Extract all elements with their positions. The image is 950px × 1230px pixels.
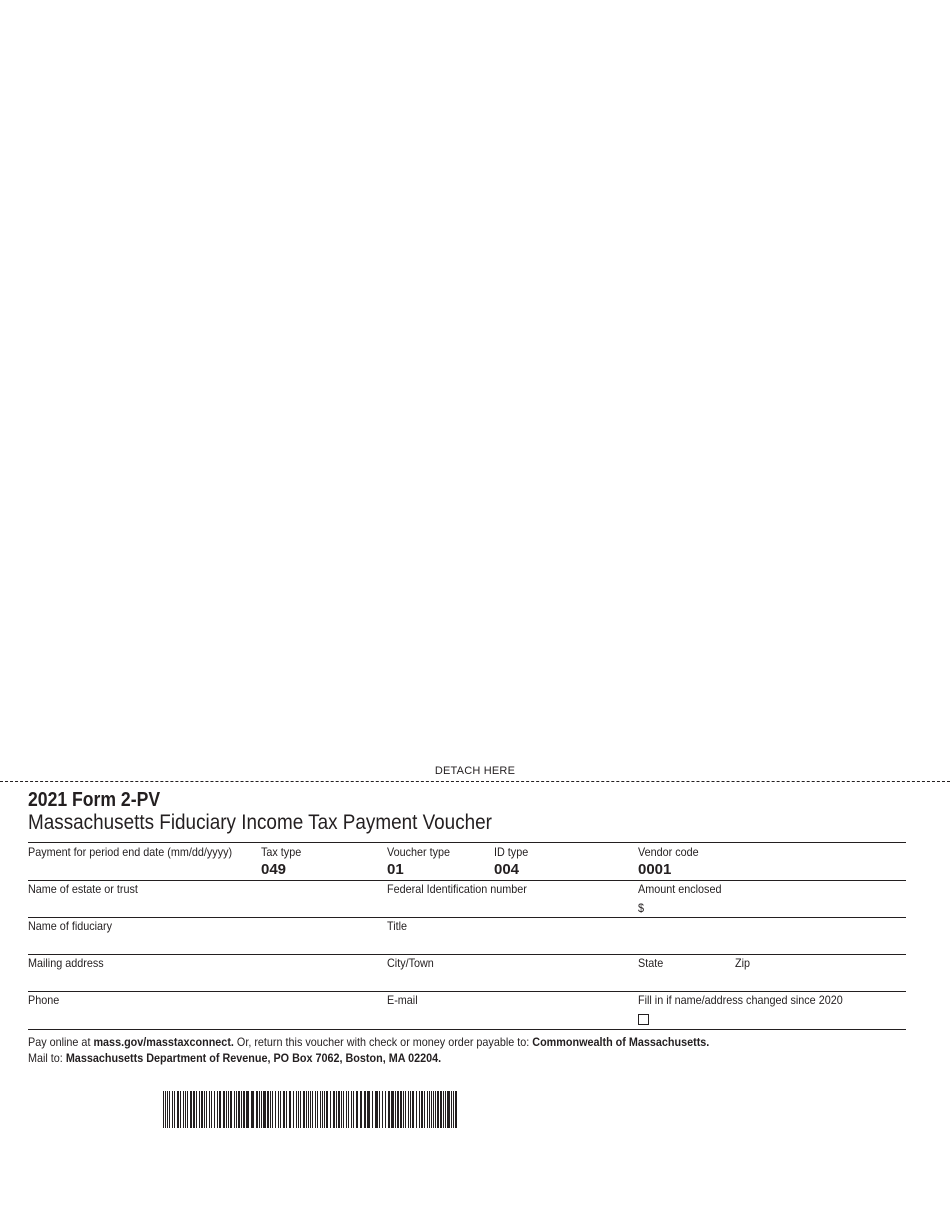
barcode-bar — [270, 1091, 271, 1128]
barcode-bar — [356, 1091, 358, 1128]
row-divider — [28, 842, 906, 843]
row-divider — [28, 991, 906, 992]
barcode-bar — [419, 1091, 420, 1128]
email-label: E-mail — [387, 993, 418, 1007]
barcode-bar — [201, 1091, 203, 1128]
phone-label: Phone — [28, 993, 60, 1007]
barcode-bar — [400, 1091, 402, 1128]
barcode-bar — [429, 1091, 430, 1128]
barcode-bar — [259, 1091, 260, 1128]
estate-name-label: Name of estate or trust — [28, 882, 138, 896]
barcode-bar — [251, 1091, 254, 1128]
barcode-bar — [320, 1091, 321, 1128]
barcode — [163, 1091, 459, 1128]
barcode-bar — [223, 1091, 225, 1128]
barcode-bar — [172, 1091, 173, 1128]
tax-type-label: Tax type — [261, 845, 302, 859]
barcode-bar — [190, 1091, 192, 1128]
barcode-bar — [289, 1091, 291, 1128]
barcode-bar — [351, 1091, 352, 1128]
barcode-bar — [405, 1091, 406, 1128]
barcode-bar — [298, 1091, 299, 1128]
barcode-bar — [330, 1091, 331, 1128]
barcode-bar — [348, 1091, 349, 1128]
city-town-label: City/Town — [387, 956, 434, 970]
mailing-instructions — [28, 1051, 441, 1065]
mail-to-prefix: Mail to: — [28, 1051, 66, 1065]
form-title: 2021 Form 2-PV — [28, 789, 161, 811]
barcode-bar — [308, 1091, 309, 1128]
barcode-bar — [261, 1091, 262, 1128]
barcode-bar — [427, 1091, 428, 1128]
row-divider — [28, 1029, 906, 1030]
barcode-bar — [303, 1091, 305, 1128]
state-label: State — [638, 956, 664, 970]
zip-label: Zip — [735, 956, 751, 970]
row-divider — [28, 917, 906, 918]
fiduciary-title-label: Title — [387, 919, 408, 933]
barcode-bar — [385, 1091, 386, 1128]
barcode-bar — [204, 1091, 205, 1128]
barcode-bar — [421, 1091, 423, 1128]
barcode-bar — [440, 1091, 442, 1128]
barcode-bar — [364, 1091, 366, 1128]
barcode-bar — [382, 1091, 383, 1128]
barcode-bar — [336, 1091, 337, 1128]
barcode-bar — [228, 1091, 229, 1128]
barcode-bar — [312, 1091, 313, 1128]
barcode-bar — [412, 1091, 414, 1128]
detach-here-label: DETACH HERE — [434, 765, 516, 777]
barcode-bar — [177, 1091, 179, 1128]
barcode-bar — [375, 1091, 378, 1128]
barcode-bar — [275, 1091, 276, 1128]
barcode-bar — [256, 1091, 258, 1128]
pay-online-url: mass.gov/masstaxconnect. — [93, 1035, 234, 1049]
id-type-label: ID type — [494, 845, 529, 859]
amount-enclosed-label: Amount enclosed — [638, 882, 722, 896]
barcode-bar — [360, 1091, 362, 1128]
row-divider — [28, 880, 906, 881]
barcode-bar — [236, 1091, 237, 1128]
barcode-bar — [437, 1091, 439, 1128]
barcode-bar — [403, 1091, 404, 1128]
barcode-bar — [263, 1091, 266, 1128]
barcode-bar — [310, 1091, 311, 1128]
barcode-bar — [180, 1091, 181, 1128]
barcode-bar — [246, 1091, 249, 1128]
barcode-bar — [243, 1091, 245, 1128]
barcode-bar — [408, 1091, 409, 1128]
voucher-type-value: 01 — [387, 861, 404, 878]
id-type-value: 004 — [494, 861, 520, 878]
barcode-bar — [346, 1091, 347, 1128]
barcode-bar — [447, 1091, 450, 1128]
pay-instructions-text: Or, return this voucher with check or money order payable to: — [233, 1035, 533, 1049]
barcode-bar — [267, 1091, 269, 1128]
address-changed-checkbox[interactable] — [638, 1014, 649, 1025]
vendor-code-value: 0001 — [638, 861, 672, 878]
barcode-bar — [395, 1091, 396, 1128]
barcode-bar — [193, 1091, 195, 1128]
fein-label: Federal Identification number — [387, 882, 527, 896]
barcode-bar — [278, 1091, 279, 1128]
barcode-bar — [443, 1091, 444, 1128]
barcode-bar — [379, 1091, 380, 1128]
address-changed-label: Fill in if name/address changed since 2020 — [638, 993, 843, 1007]
barcode-bar — [306, 1091, 307, 1128]
barcode-bar — [214, 1091, 215, 1128]
barcode-bar — [322, 1091, 323, 1128]
detach-dashed-line — [0, 781, 950, 782]
form-subtitle: Massachusetts Fiduciary Income Tax Payment Voucher — [28, 811, 492, 834]
barcode-bar — [315, 1091, 316, 1128]
barcode-bar — [397, 1091, 399, 1128]
barcode-bar — [300, 1091, 301, 1128]
barcode-bar — [174, 1091, 175, 1128]
barcode-bar — [169, 1091, 170, 1128]
barcode-bar — [165, 1091, 166, 1128]
barcode-bar — [199, 1091, 200, 1128]
barcode-bar — [163, 1091, 164, 1128]
barcode-bar — [206, 1091, 207, 1128]
fiduciary-name-label: Name of fiduciary — [28, 919, 113, 933]
barcode-bar — [424, 1091, 425, 1128]
barcode-bar — [445, 1091, 446, 1128]
barcode-bar — [343, 1091, 344, 1128]
barcode-bar — [241, 1091, 242, 1128]
barcode-bar — [187, 1091, 188, 1128]
barcode-bar — [272, 1091, 273, 1128]
barcode-bar — [333, 1091, 335, 1128]
barcode-bar — [219, 1091, 221, 1128]
barcode-bar — [183, 1091, 184, 1128]
barcode-bar — [453, 1091, 454, 1128]
barcode-bar — [367, 1091, 370, 1128]
barcode-bar — [293, 1091, 294, 1128]
barcode-bar — [338, 1091, 340, 1128]
barcode-bar — [455, 1091, 457, 1128]
barcode-bar — [341, 1091, 342, 1128]
barcode-bar — [226, 1091, 227, 1128]
barcode-bar — [353, 1091, 354, 1128]
barcode-bar — [372, 1091, 373, 1128]
barcode-bar — [431, 1091, 432, 1128]
barcode-bar — [410, 1091, 411, 1128]
barcode-bar — [196, 1091, 197, 1128]
barcode-bar — [451, 1091, 452, 1128]
barcode-bar — [185, 1091, 186, 1128]
row-divider — [28, 954, 906, 955]
barcode-bar — [435, 1091, 436, 1128]
voucher-type-label: Voucher type — [387, 845, 451, 859]
barcode-bar — [211, 1091, 212, 1128]
barcode-bar — [326, 1091, 328, 1128]
barcode-bar — [391, 1091, 394, 1128]
payee-name: Commonwealth of Massachusetts. — [532, 1035, 710, 1049]
barcode-bar — [280, 1091, 281, 1128]
pay-online-prefix: Pay online at — [28, 1035, 94, 1049]
barcode-bar — [324, 1091, 325, 1128]
vendor-code-label: Vendor code — [638, 845, 699, 859]
tax-type-value: 049 — [261, 861, 287, 878]
barcode-bar — [230, 1091, 232, 1128]
barcode-bar — [234, 1091, 235, 1128]
barcode-bar — [209, 1091, 210, 1128]
barcode-bar — [317, 1091, 318, 1128]
barcode-bar — [286, 1091, 287, 1128]
period-end-date-label: Payment for period end date (mm/dd/yyyy) — [28, 845, 233, 859]
barcode-bar — [217, 1091, 218, 1128]
mail-to-address: Massachusetts Department of Revenue, PO Box 7062, Boston, MA 02204. — [65, 1051, 442, 1065]
barcode-bar — [296, 1091, 297, 1128]
barcode-bar — [433, 1091, 434, 1128]
barcode-bar — [238, 1091, 240, 1128]
currency-symbol: $ — [638, 901, 645, 915]
payment-instructions — [28, 1035, 709, 1049]
barcode-bar — [167, 1091, 168, 1128]
barcode-bar — [416, 1091, 417, 1128]
barcode-bar — [283, 1091, 285, 1128]
barcode-bar — [388, 1091, 390, 1128]
mailing-address-label: Mailing address — [28, 956, 104, 970]
